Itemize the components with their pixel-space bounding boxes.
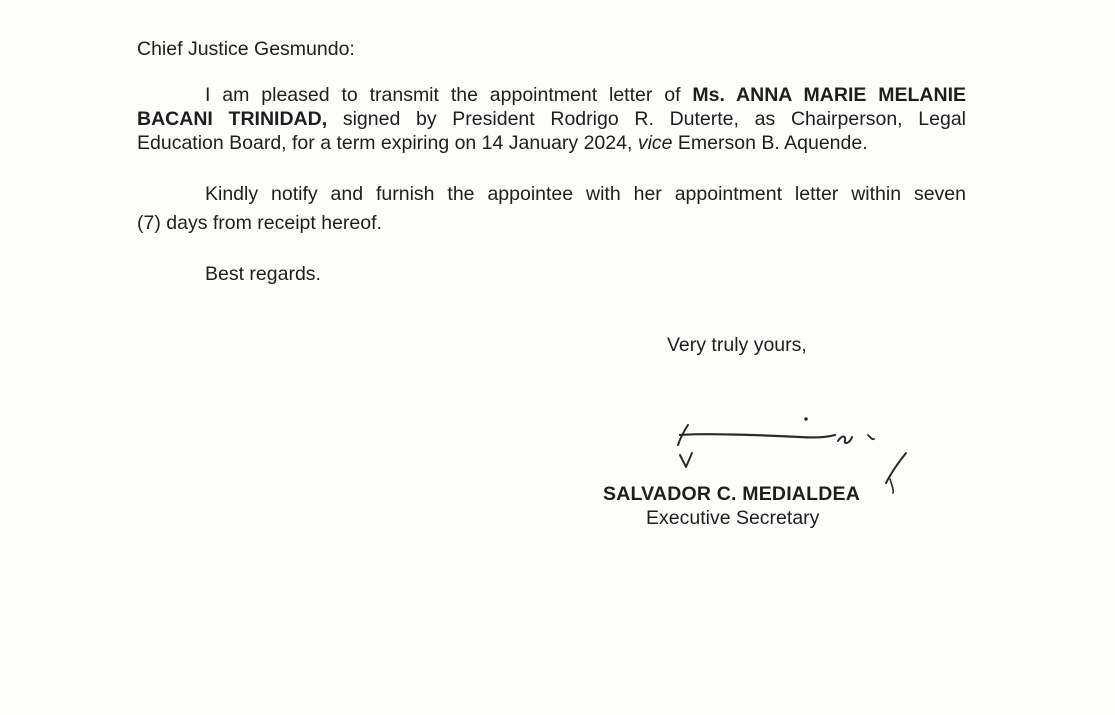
paragraph-1-line-2 bbox=[137, 107, 966, 131]
paragraph-1-line-3 bbox=[137, 131, 868, 155]
best-regards: Best regards. bbox=[205, 263, 321, 285]
salutation: Chief Justice Gesmundo: bbox=[137, 38, 355, 60]
paragraph-2-line-1: Kindly notify and furnish the appointee with her appointment letter within seven bbox=[205, 183, 966, 205]
closing: Very truly yours, bbox=[667, 334, 807, 356]
appointee-name-part-1: Ms. ANNA MARIE MELANIE bbox=[692, 84, 966, 106]
paragraph-1-text: Education Board, for a term expiring on 14 January 2024, bbox=[137, 132, 633, 154]
signatory-title: Executive Secretary bbox=[646, 506, 820, 529]
paragraph-1-text: signed by President Rodrigo R. Duterte, as Chairperson, Legal bbox=[342, 108, 966, 130]
paragraph-1-line-1 bbox=[205, 83, 966, 107]
signatory-name: SALVADOR C. MEDIALDEA bbox=[603, 482, 860, 505]
paragraph-2-line-2: (7) days from receipt hereof. bbox=[137, 212, 382, 234]
appointee-name-part-2: BACANI TRINIDAD, bbox=[137, 108, 328, 130]
vice-term: vice bbox=[637, 132, 673, 154]
paragraph-1-text: I am pleased to transmit the appointment letter of bbox=[205, 84, 681, 106]
predecessor-name: Emerson B. Aquende. bbox=[677, 132, 868, 154]
